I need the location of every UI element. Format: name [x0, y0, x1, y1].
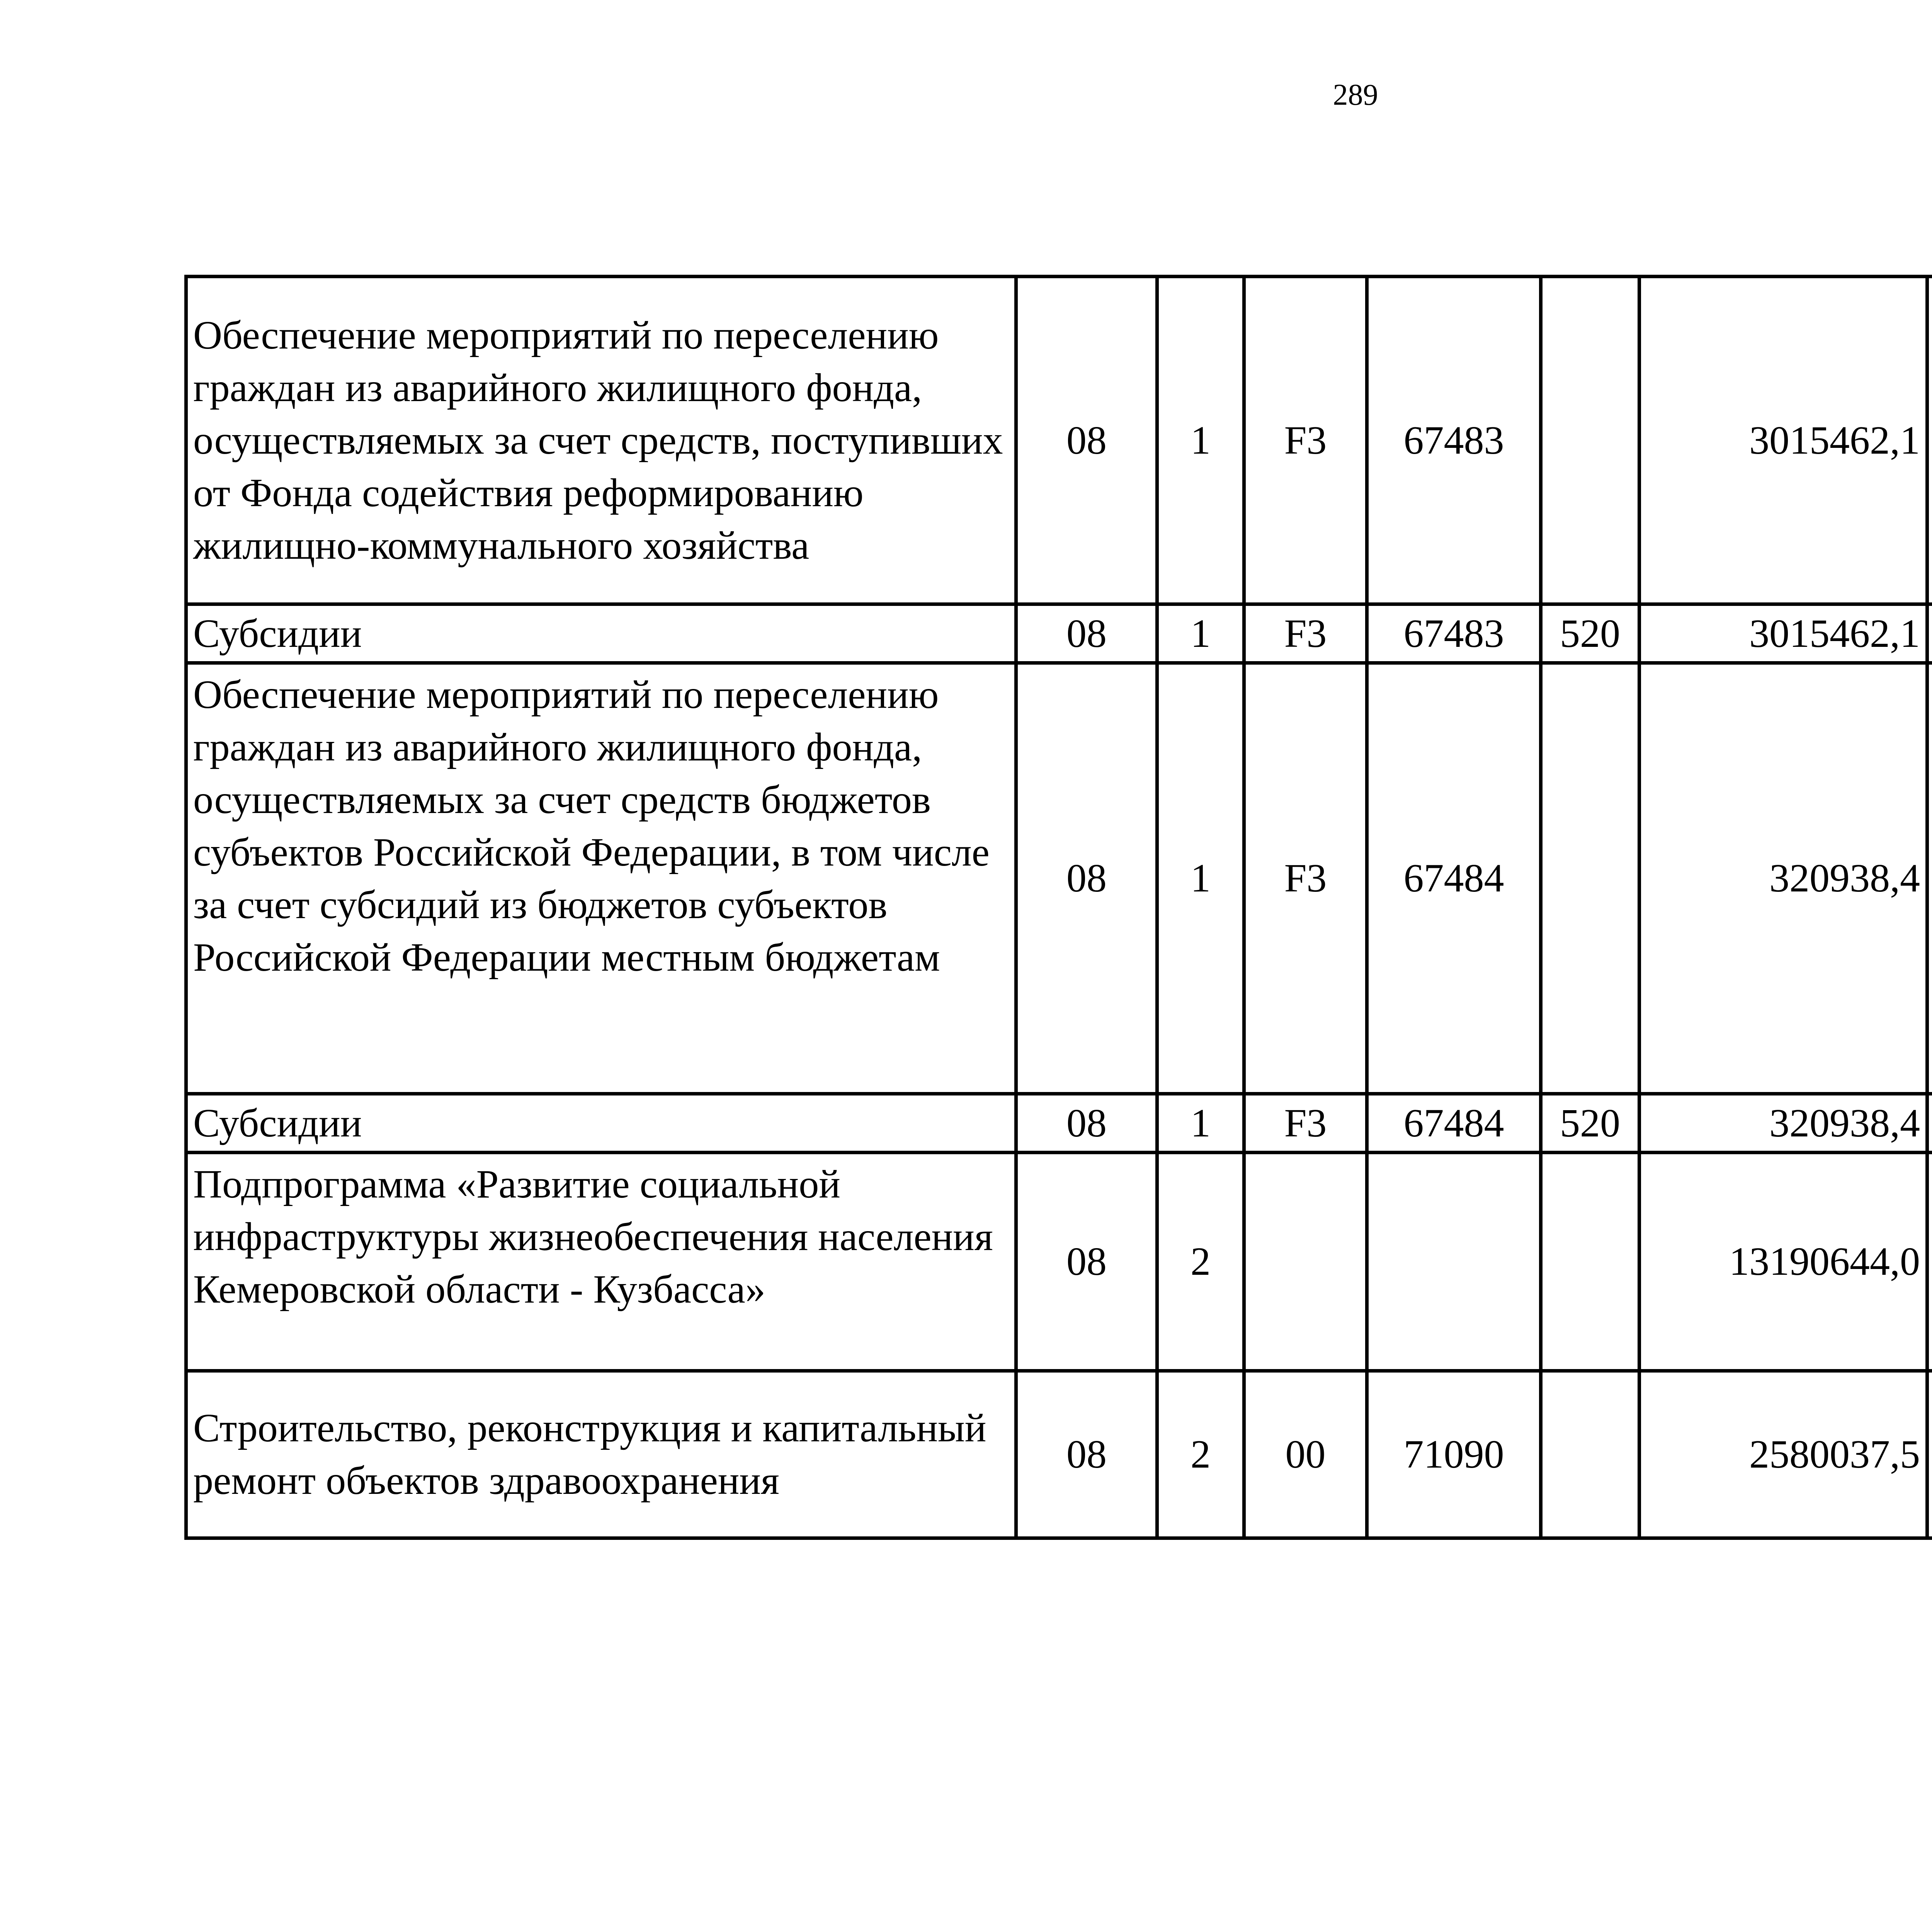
row-name-cell: Субсидии [186, 1094, 1016, 1153]
amount-1-cell: 13190644,0 [1639, 1153, 1927, 1371]
expense-type-cell: 520 [1541, 604, 1639, 663]
amount-2-cell [1927, 1153, 1932, 1371]
table-row [186, 1094, 1932, 1153]
program-code-cell: F3 [1244, 604, 1367, 663]
section-cell: 08 [1016, 277, 1157, 604]
subprogram-cell: 2 [1157, 1371, 1244, 1538]
direction-cell [1367, 1153, 1541, 1371]
amount-1-cell: 3015462,1 [1639, 604, 1927, 663]
subprogram-cell: 2 [1157, 1153, 1244, 1371]
expense-type-cell [1541, 1153, 1639, 1371]
section-cell: 08 [1016, 1371, 1157, 1538]
amount-2-cell [1927, 663, 1932, 1094]
table-row [186, 604, 1932, 663]
amount-1-cell: 320938,4 [1639, 1094, 1927, 1153]
section-cell: 08 [1016, 1153, 1157, 1371]
program-code-cell: 00 [1244, 1371, 1367, 1538]
direction-cell: 67484 [1367, 663, 1541, 1094]
amount-1-cell: 2580037,5 [1639, 1371, 1927, 1538]
program-code-cell: F3 [1244, 277, 1367, 604]
amount-2-cell [1927, 1094, 1932, 1153]
table-row [186, 1153, 1932, 1371]
budget-table [184, 275, 1932, 1540]
section-cell: 08 [1016, 663, 1157, 1094]
direction-cell: 71090 [1367, 1371, 1541, 1538]
row-name-cell: Субсидии [186, 604, 1016, 663]
row-name-cell: Строительство, реконструкция и капитальный ремонт объектов здравоохранения [186, 1371, 1016, 1538]
section-cell: 08 [1016, 1094, 1157, 1153]
table-row [186, 663, 1932, 1094]
table-row [186, 277, 1932, 604]
amount-2-cell [1927, 277, 1932, 604]
subprogram-cell: 1 [1157, 663, 1244, 1094]
expense-type-cell [1541, 1371, 1639, 1538]
section-cell: 08 [1016, 604, 1157, 663]
direction-cell: 67483 [1367, 604, 1541, 663]
row-name-cell: Обеспечение мероприятий по переселению граждан из аварийного жилищного фонда, осуществляемых за счет средств бюджетов субъектов Российской Федерации, в том числе за счет субсидий из бюджетов субъектов Российской Федерации местным бюджетам [186, 663, 1016, 1094]
row-name-cell: Подпрограмма «Развитие социальной инфраструктуры жизнеобеспечения населения Кемеровской области - Кузбасса» [186, 1153, 1016, 1371]
expense-type-cell: 520 [1541, 1094, 1639, 1153]
amount-1-cell: 320938,4 [1639, 663, 1927, 1094]
direction-cell: 67483 [1367, 277, 1541, 604]
subprogram-cell: 1 [1157, 277, 1244, 604]
row-name-cell: Обеспечение мероприятий по переселению граждан из аварийного жилищного фонда, осуществляемых за счет средств, поступивших от Фонда содействия реформированию жилищно-коммунального хозяйства [186, 277, 1016, 604]
direction-cell: 67484 [1367, 1094, 1541, 1153]
amount-1-cell: 3015462,1 [1639, 277, 1927, 604]
page-number: 289 [1333, 78, 1378, 111]
subprogram-cell: 1 [1157, 604, 1244, 663]
amount-2-cell [1927, 604, 1932, 663]
program-code-cell [1244, 1153, 1367, 1371]
expense-type-cell [1541, 277, 1639, 604]
program-code-cell: F3 [1244, 663, 1367, 1094]
program-code-cell: F3 [1244, 1094, 1367, 1153]
subprogram-cell: 1 [1157, 1094, 1244, 1153]
table-row [186, 1371, 1932, 1538]
expense-type-cell [1541, 663, 1639, 1094]
amount-2-cell [1927, 1371, 1932, 1538]
